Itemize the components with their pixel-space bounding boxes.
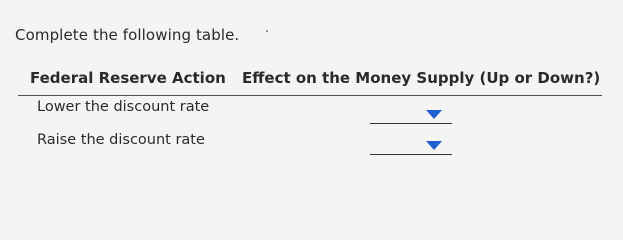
effect-dropdown[interactable] [370, 108, 452, 124]
header-divider [18, 95, 602, 96]
instruction-text: Complete the following table. [15, 26, 240, 44]
dropdown-underline [370, 154, 452, 156]
header-action: Federal Reserve Action [30, 69, 226, 87]
row-action-label: Lower the discount rate [37, 99, 210, 115]
dropdown-underline [370, 123, 452, 125]
caret-down-icon [426, 110, 442, 119]
caret-down-icon [426, 141, 442, 150]
row-action-label: Raise the discount rate [37, 132, 205, 148]
effect-dropdown[interactable] [370, 139, 452, 155]
stray-mark [266, 30, 268, 32]
header-effect: Effect on the Money Supply (Up or Down?) [242, 69, 601, 87]
